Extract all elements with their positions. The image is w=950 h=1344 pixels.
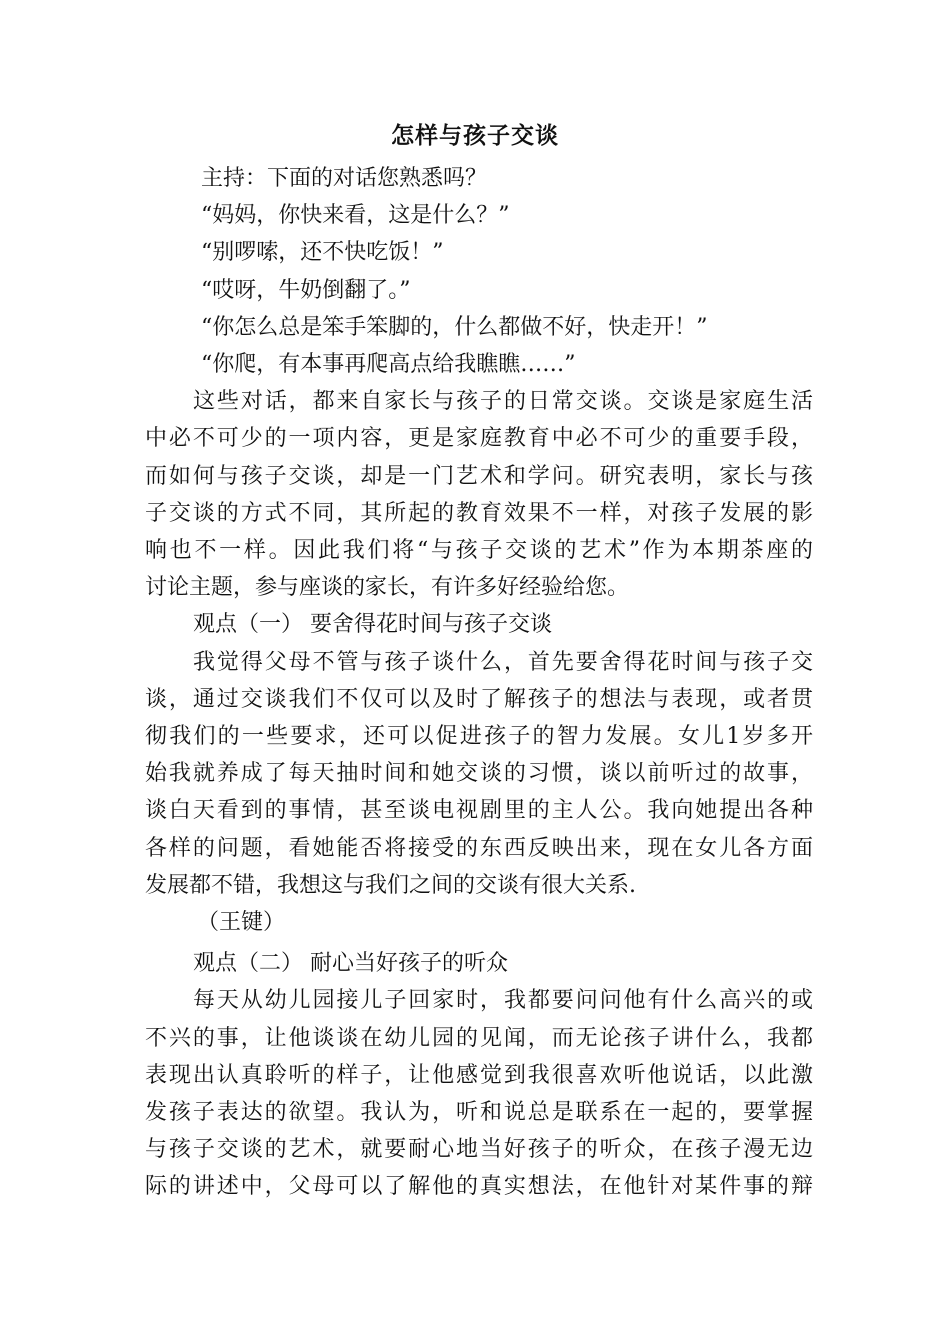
viewpoint-2-line: 与孩子交谈的艺术，就要耐心地当好孩子的听众，在孩子漫无边 (145, 1137, 813, 1163)
viewpoint-2-heading: 观点（二） 耐心当好孩子的听众 (193, 951, 508, 977)
intro-paragraph-line: 讨论主题，参与座谈的家长，有许多好经验给您。 (145, 575, 630, 601)
intro-paragraph-line: 这些对话，都来自家长与孩子的日常交谈。交谈是家庭生活 (193, 389, 813, 415)
dialog-line: “你怎么总是笨手笨脚的，什么都做不好，快走开！” (201, 314, 708, 340)
viewpoint-1-line: 发展都不错，我想这与我们之间的交谈有很大关系. (145, 872, 636, 898)
dialog-line: “别啰嗦，还不快吃饭！” (201, 240, 444, 266)
intro-paragraph-line: 而如何与孩子交谈，却是一门艺术和学问。研究表明，家长与孩 (145, 463, 813, 489)
intro-paragraph-line: 子交谈的方式不同，其所起的教育效果不一样，对孩子发展的影 (145, 500, 813, 526)
viewpoint-1-line: 谈白天看到的事情，甚至谈电视剧里的主人公。我向她提出各种 (145, 798, 813, 824)
viewpoint-1-heading: 观点（一） 要舍得花时间与孩子交谈 (193, 612, 552, 638)
intro-paragraph-line: 中必不可少的一项内容，更是家庭教育中必不可少的重要手段， (145, 426, 813, 452)
dialog-line: “妈妈，你快来看，这是什么？” (201, 203, 510, 229)
viewpoint-1-line: 始我就养成了每天抽时间和她交谈的习惯，谈以前听过的故事， (145, 761, 813, 787)
viewpoint-2-line: 际的讲述中，父母可以了解他的真实想法，在他针对某件事的辩 (145, 1174, 813, 1200)
dialog-line: “你爬，有本事再爬高点给我瞧瞧……” (201, 352, 576, 378)
viewpoint-1-line: 谈，通过交谈我们不仅可以及时了解孩子的想法与表现，或者贯 (145, 686, 813, 712)
document-title: 怎样与孩子交谈 (391, 122, 559, 149)
host-question: 主持：下面的对话您熟悉吗？ (201, 166, 488, 191)
viewpoint-1-author: （王键） (197, 910, 286, 936)
document-body (145, 160, 813, 1206)
viewpoint-1-line: 各样的问题，看她能否将接受的东西反映出来，现在女儿各方面 (145, 835, 813, 861)
intro-paragraph-line: 响也不一样。因此我们将“与孩子交谈的艺术”作为本期茶座的 (145, 538, 813, 564)
dialog-line: “哎呀，牛奶倒翻了。” (201, 277, 411, 303)
viewpoint-1-line: 我觉得父母不管与孩子谈什么，首先要舍得花时间与孩子交 (193, 649, 813, 675)
viewpoint-2-line: 每天从幼儿园接儿子回家时，我都要问问他有什么高兴的或 (193, 988, 813, 1014)
viewpoint-1-line: 彻我们的一些要求，还可以促进孩子的智力发展。女儿1岁多开 (145, 724, 813, 750)
viewpoint-2-line: 发孩子表达的欲望。我认为，听和说总是联系在一起的，要掌握 (145, 1100, 813, 1126)
viewpoint-2-line: 不兴的事，让他谈谈在幼儿园的见闻，而无论孩子讲什么，我都 (145, 1025, 813, 1051)
viewpoint-2-line: 表现出认真聆听的样子，让他感觉到我很喜欢听他说话，以此激 (145, 1062, 813, 1088)
